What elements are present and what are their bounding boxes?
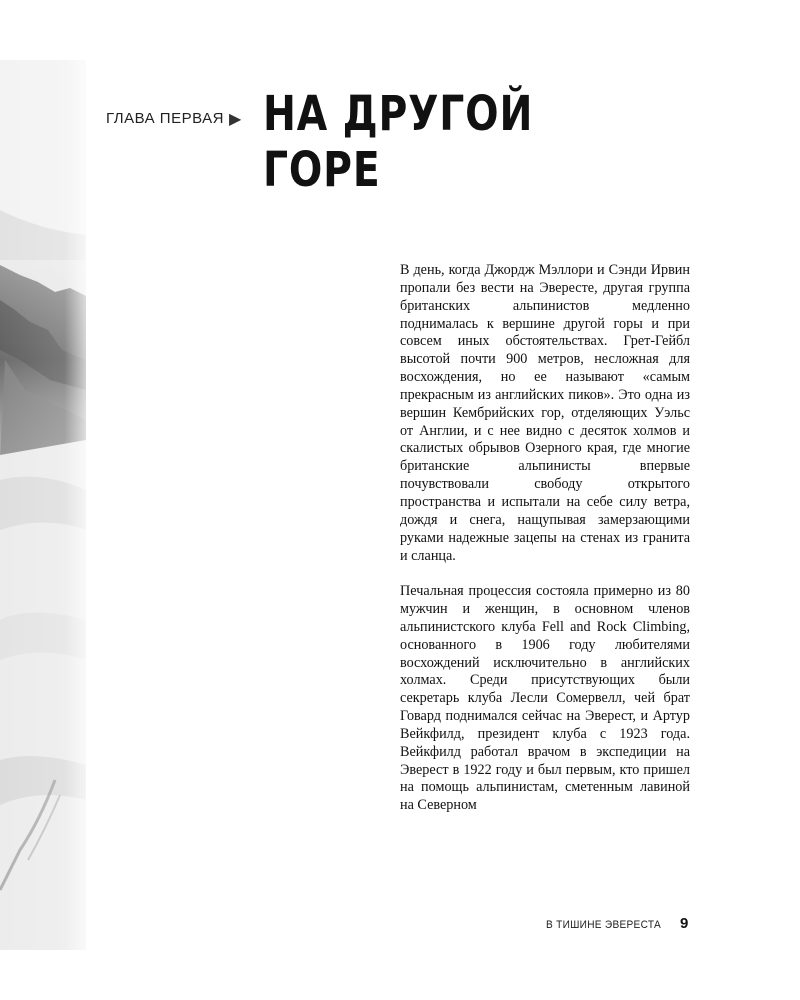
paragraph-2: Печальная процессия состояла примерно из 80 мужчин и женщин, в основном членов альпинистского клуба Fell and Rock Climbing, основанного в 1906 году любителями восхождений исключительно в английских холмах. Среди присутствующих были секретарь клуба Лесли Сомервелл, чей брат Говард поднимался сейчас на Эверест, и Артур Вейкфилд, президент клуба с 1923 года. Вейкфилд работал врачом в экспедиции на Эверест в 1922 году и был первым, кто пришел на помощь альпинистам, сметенным лавиной на Северном (400, 583, 690, 814)
chapter-label: ГЛАВА ПЕРВАЯ (106, 110, 224, 127)
mountain-photo-graphic (0, 60, 86, 950)
chapter-title (263, 86, 533, 198)
body-text (400, 262, 690, 833)
triangle-right-icon: ▶ (229, 109, 242, 128)
paragraph-1: В день, когда Джордж Мэллори и Сэнди Ирвин пропали без вести на Эвересте, другая группа британских альпинистов медленно поднималась к вершине другой горы и при совсем иных обстоятельствах. Грет-Гейбл высотой почти 900 метров, несложная для восхождения, но ее называют «самым прекрасным из английских пиков». Это одна из вершин Кембрийских гор, отделяющих Уэльс от Англии, и с нее видно с десяток холмов и скалистых обрывов Озерного края, где многие британские альпинисты впервые почувствовали свободу открытого пространства и испытали на себе силу ветра, дождя и снега, нащупывая замерзающими руками надежные зацепы на стенах из гранита и сланца. (400, 262, 690, 564)
chapter-title-line2: ГОРЕ (263, 142, 381, 198)
running-title: В ТИШИНЕ ЭВЕРЕСТА (546, 919, 661, 931)
chapter-title-line1: НА ДРУГОЙ (263, 86, 534, 142)
page-number: 9 (680, 915, 689, 932)
mountain-photo-edge (0, 60, 86, 950)
